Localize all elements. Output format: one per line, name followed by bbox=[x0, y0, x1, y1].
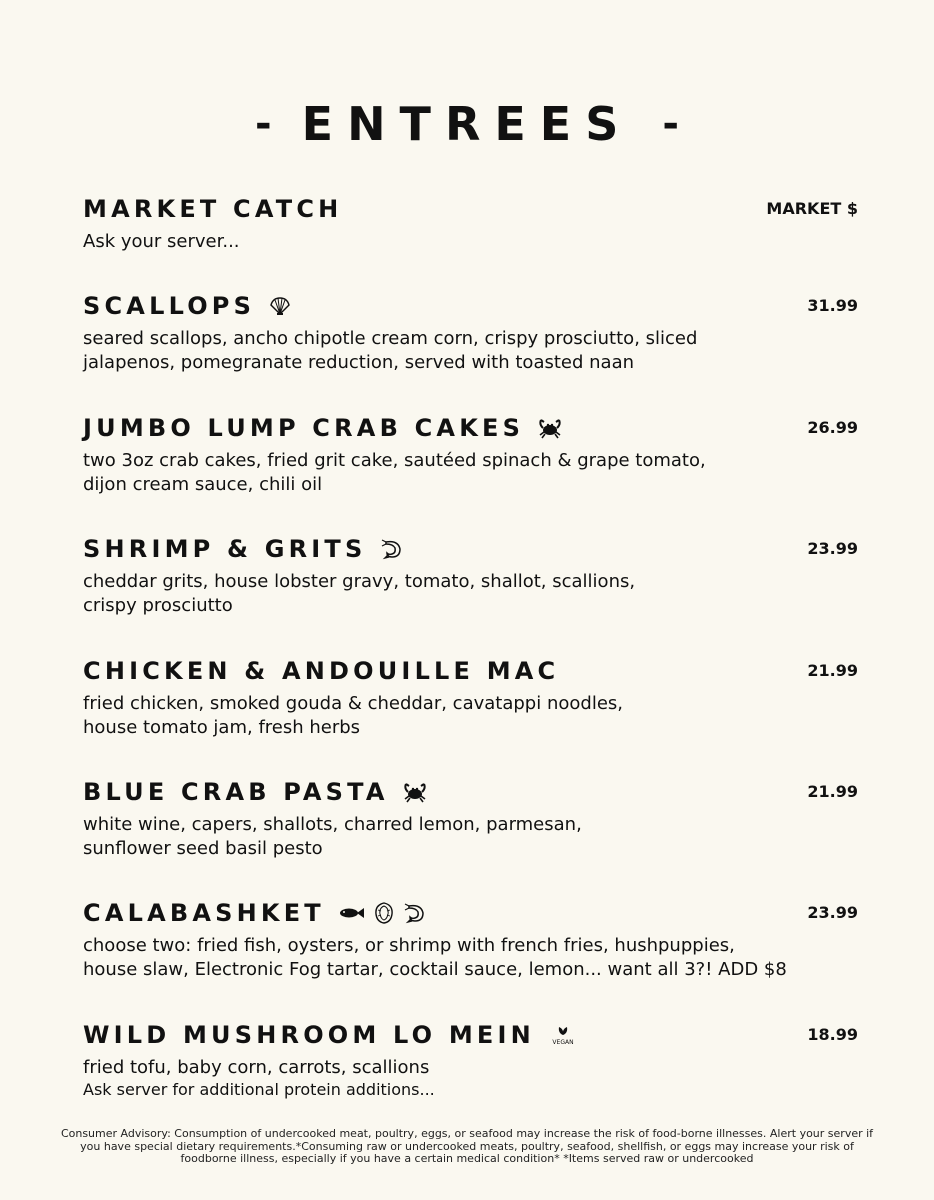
crab-icon bbox=[403, 781, 427, 803]
item-price: 23.99 bbox=[807, 539, 858, 558]
vegan-label: VEGAN bbox=[552, 1039, 574, 1046]
item-price: 31.99 bbox=[807, 296, 858, 315]
item-description: Ask your server... bbox=[83, 231, 240, 252]
item-price: 26.99 bbox=[807, 418, 858, 437]
item-name: CALABASHKET bbox=[83, 899, 325, 927]
item-price: 21.99 bbox=[807, 782, 858, 801]
item-description-line2: crispy prosciutto bbox=[83, 595, 233, 616]
item-description: white wine, capers, shallots, charred lemon, parmesan, bbox=[83, 814, 582, 835]
item-name: JUMBO LUMP CRAB CAKES bbox=[83, 414, 525, 442]
item-name: WILD MUSHROOM LO MEIN bbox=[83, 1021, 535, 1049]
title-dash-left: - bbox=[255, 101, 272, 147]
item-description: fried tofu, baby corn, carrots, scallions bbox=[83, 1057, 430, 1078]
item-name: BLUE CRAB PASTA bbox=[83, 778, 389, 806]
menu-item-shrimp-grits bbox=[83, 532, 858, 618]
item-name: SCALLOPS bbox=[83, 292, 256, 320]
menu-item-scallops bbox=[83, 289, 858, 375]
item-description-line2: house tomato jam, fresh herbs bbox=[83, 717, 361, 738]
item-description: fried chicken, smoked gouda & cheddar, cavatappi noodles, bbox=[83, 693, 623, 714]
vegan-icon bbox=[549, 1024, 577, 1046]
item-description-line2: sunflower seed basil pesto bbox=[83, 838, 323, 859]
shrimp-icon bbox=[380, 538, 404, 560]
scallop-icon bbox=[269, 296, 291, 316]
item-price: 23.99 bbox=[807, 903, 858, 922]
fish-icon bbox=[339, 905, 365, 921]
item-description: choose two: fried fish, oysters, or shrimp with french fries, hushpuppies, bbox=[83, 935, 735, 956]
title-dash-right: - bbox=[662, 101, 679, 147]
menu-item-crab-cakes bbox=[83, 411, 858, 497]
item-description: two 3oz crab cakes, fried grit cake, sautéed spinach & grape tomato, bbox=[83, 450, 706, 471]
menu-item-lo-mein bbox=[83, 1018, 858, 1100]
item-name: MARKET CATCH bbox=[83, 195, 343, 223]
crab-icon bbox=[538, 417, 562, 439]
page-title: ENTREES bbox=[301, 97, 633, 151]
item-price: 21.99 bbox=[807, 661, 858, 680]
item-description-line2: dijon cream sauce, chili oil bbox=[83, 474, 323, 495]
item-description-line2: jalapenos, pomegranate reduction, served with toasted naan bbox=[83, 352, 635, 373]
item-description: seared scallops, ancho chipotle cream corn, crispy prosciutto, sliced bbox=[83, 328, 698, 349]
item-price: 18.99 bbox=[807, 1025, 858, 1044]
item-note: Ask server for additional protein additions... bbox=[83, 1080, 435, 1099]
menu-item-chicken-mac bbox=[83, 654, 858, 740]
page-header bbox=[0, 96, 934, 152]
menu-item-calabashket bbox=[83, 896, 858, 982]
menu-item-market-catch bbox=[83, 192, 858, 254]
item-price: MARKET $ bbox=[766, 199, 858, 218]
consumer-advisory: Consumer Advisory: Consumption of undercooked meat, poultry, eggs, or seafood may increase the risk of food-borne illnesses. Alert your server if you have special dietary requirements.*Consuming raw or undercooked meats, poultry, seafood, shellfish, or eggs may increase your risk of foodborne illness, especially if you have a certain medical condition* *Items served raw or undercooked bbox=[60, 1127, 874, 1165]
item-description: cheddar grits, house lobster gravy, tomato, shallot, scallions, bbox=[83, 571, 636, 592]
shrimp-icon bbox=[403, 902, 427, 924]
item-name: CHICKEN & ANDOUILLE MAC bbox=[83, 657, 560, 685]
menu-item-blue-crab-pasta bbox=[83, 775, 858, 861]
oyster-icon bbox=[373, 901, 395, 925]
item-name: SHRIMP & GRITS bbox=[83, 535, 367, 563]
item-description-line2: house slaw, Electronic Fog tartar, cocktail sauce, lemon... want all 3?! ADD $8 bbox=[83, 959, 787, 980]
